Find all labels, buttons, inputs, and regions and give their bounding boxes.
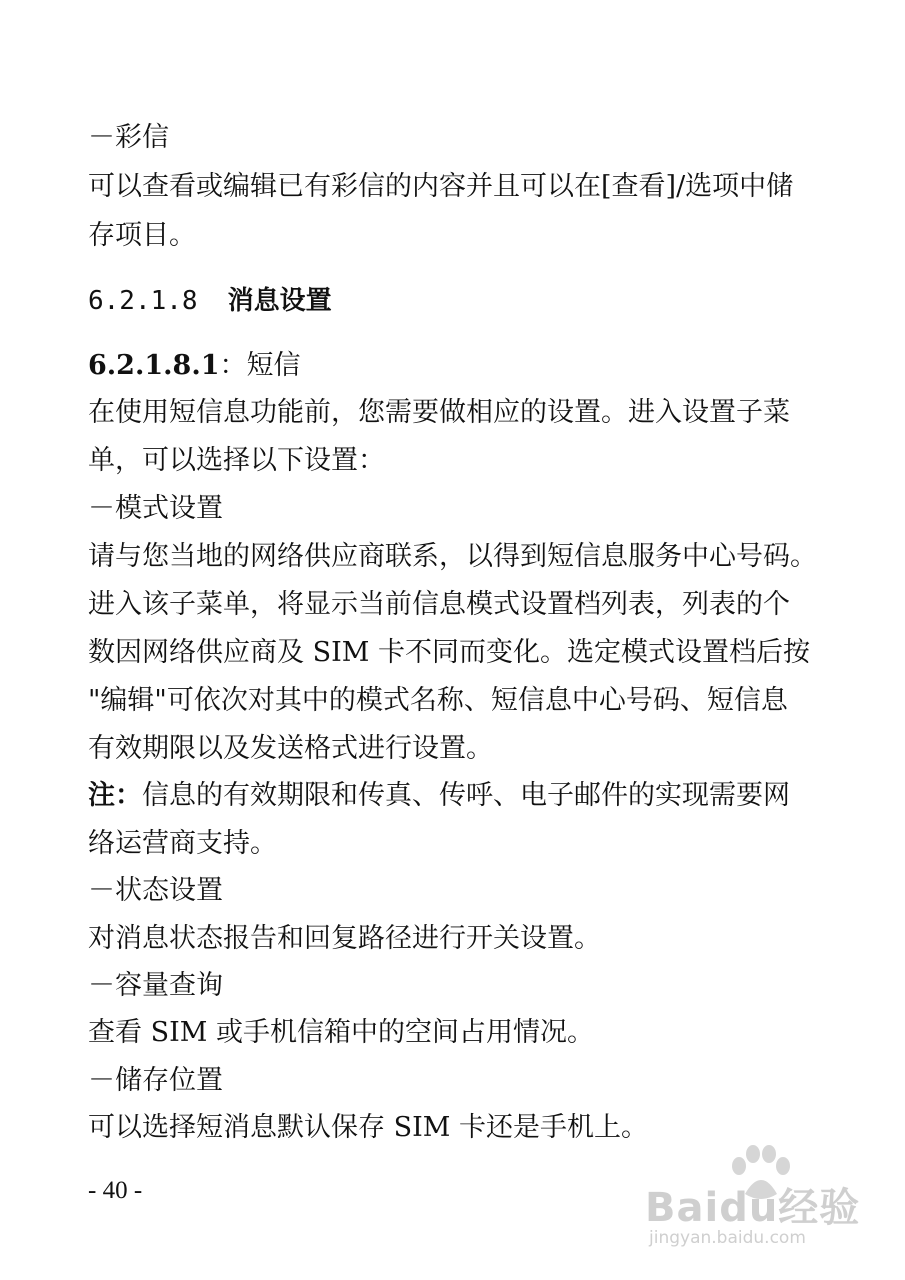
paragraph-line: 有效期限以及发送格式进行设置。 [88, 733, 493, 764]
section-number: 6.2.1.8 [88, 286, 198, 316]
paragraph-line: 在使用短信息功能前，您需要做相应的设置。进入设置子菜 [88, 397, 790, 428]
item-status-settings: －状态设置 [88, 875, 223, 906]
note-line [88, 776, 818, 816]
paragraph-line: 存项目。 [88, 220, 196, 251]
note-text: 信息的有效期限和传真、传呼、电子邮件的实现需要网 [142, 780, 790, 811]
watermark-brand: Baidu经验 [645, 1185, 861, 1231]
section-title: 消息设置 [227, 286, 332, 316]
paragraph-line: 数因网络供应商及 SIM 卡不同而变化。选定模式设置档后按 [88, 637, 810, 668]
paragraph-line: 进入该子菜单，将显示当前信息模式设置档列表，列表的个 [88, 589, 790, 620]
baidu-watermark [645, 1140, 875, 1260]
paragraph-line: 查看 SIM 或手机信箱中的空间占用情况。 [88, 1017, 594, 1048]
paragraph-line: 络运营商支持。 [88, 828, 277, 859]
watermark-url: jingyan.baidu.com [649, 1228, 806, 1248]
paragraph-line: 单，可以选择以下设置： [88, 445, 385, 476]
paragraph-line: 可以查看或编辑已有彩信的内容并且可以在[查看]/选项中储 [88, 171, 794, 202]
subsection-number: 6.2.1.8.1 [88, 350, 220, 381]
section-heading [88, 281, 818, 321]
item-storage-location: －储存位置 [88, 1065, 223, 1096]
note-label: 注： [88, 780, 142, 811]
paragraph-line: 可以选择短消息默认保存 SIM 卡还是手机上。 [88, 1112, 648, 1143]
paragraph-line: "编辑"可依次对其中的模式名称、短信息中心号码、短信息 [88, 685, 788, 716]
paragraph-line: 对消息状态报告和回复路径进行开关设置。 [88, 923, 601, 954]
subsection-heading [88, 346, 818, 386]
item-mms: －彩信 [88, 122, 169, 153]
item-capacity-query: －容量查询 [88, 970, 223, 1001]
page-number: - 40 - [88, 1177, 143, 1204]
paragraph-line: 请与您当地的网络供应商联系，以得到短信息服务中心号码。 [88, 541, 817, 572]
subsection-title: ：短信 [219, 350, 301, 381]
item-mode-settings: －模式设置 [88, 493, 223, 524]
